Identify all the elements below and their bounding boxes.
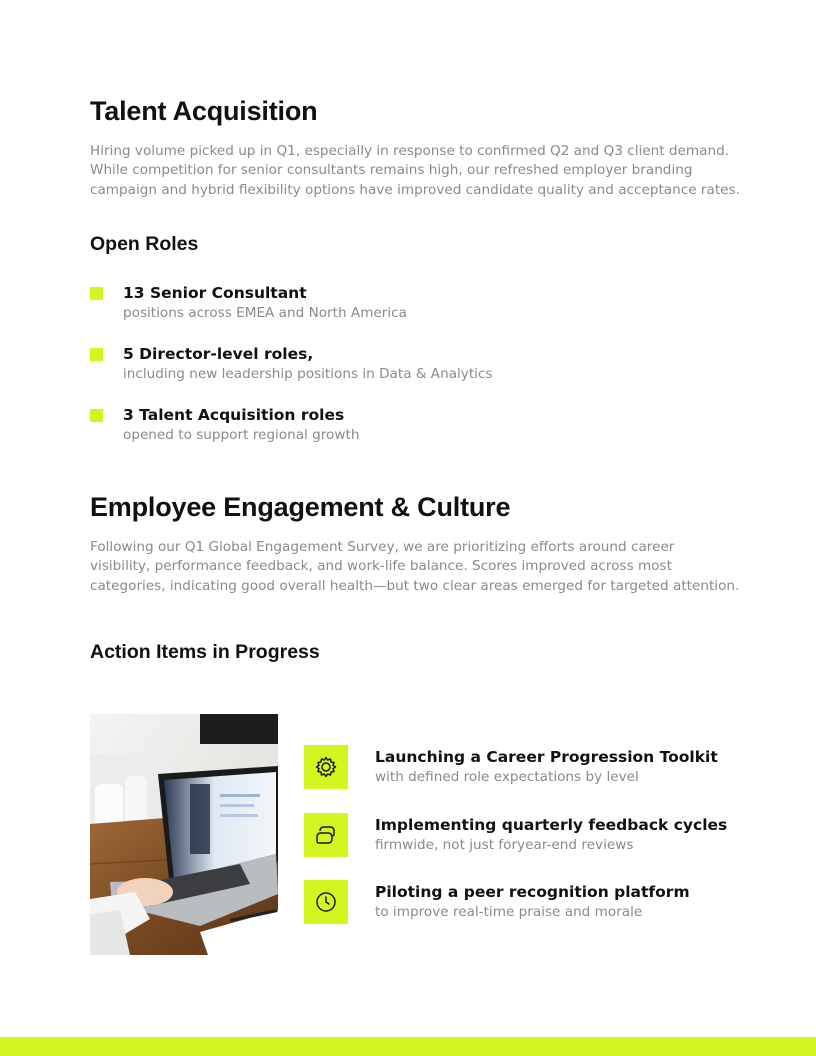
open-role-subtitle: positions across EMEA and North America — [123, 305, 407, 321]
footer-accent-bar — [0, 1037, 816, 1056]
paragraph-line: Following our Q1 Global Engagement Survey, we are prioritizing efforts around career — [90, 539, 675, 555]
paragraph-line: Hiring volume picked up in Q1, especially in response to confirmed Q2 and Q3 client demand. — [90, 143, 730, 159]
action-item — [304, 813, 734, 857]
action-item-title: Launching a Career Progression Toolkit — [375, 748, 718, 766]
open-role-subtitle: opened to support regional growth — [123, 427, 360, 443]
action-item-title: Piloting a peer recognition platform — [375, 883, 690, 901]
paragraph-line: visibility, performance feedback, and work-life balance. Scores improved across most — [90, 558, 672, 575]
action-item-subtitle: to improve real-time praise and morale — [375, 904, 643, 920]
action-item-subtitle: firmwide, not just foryear-end reviews — [375, 837, 634, 853]
action-item — [304, 745, 734, 789]
bullet-square-icon — [90, 348, 103, 361]
open-role-title: 13 Senior Consultant — [123, 284, 307, 302]
paragraph-line: campaign and hybrid flexibility options have improved candidate quality and acceptance rates. — [90, 181, 740, 198]
employee-engagement-paragraph — [90, 538, 740, 596]
chat-bubbles-icon — [304, 813, 348, 857]
open-role-title: 5 Director-level roles, — [123, 345, 314, 363]
open-roles-heading: Open Roles — [90, 233, 199, 255]
open-role-subtitle: including new leadership positions in Data & Analytics — [123, 366, 493, 382]
employee-engagement-heading: Employee Engagement & Culture — [90, 492, 511, 522]
clock-icon — [304, 880, 348, 924]
talent-acquisition-heading: Talent Acquisition — [90, 96, 318, 126]
action-item — [304, 880, 734, 924]
gear-icon — [304, 745, 348, 789]
action-item-subtitle: with defined role expectations by level — [375, 769, 639, 785]
laptop-photo — [90, 714, 278, 955]
bullet-square-icon — [90, 287, 103, 300]
talent-acquisition-paragraph — [90, 142, 740, 200]
bullet-square-icon — [90, 409, 103, 422]
paragraph-line: While competition for senior consultants remains high, our refreshed employer branding — [90, 162, 693, 179]
paragraph-line: categories, indicating good overall health—but two clear areas emerged for targeted attention. — [90, 577, 740, 594]
action-items-heading: Action Items in Progress — [90, 641, 320, 663]
open-role-title: 3 Talent Acquisition roles — [123, 406, 345, 424]
action-item-title: Implementing quarterly feedback cycles — [375, 816, 728, 834]
